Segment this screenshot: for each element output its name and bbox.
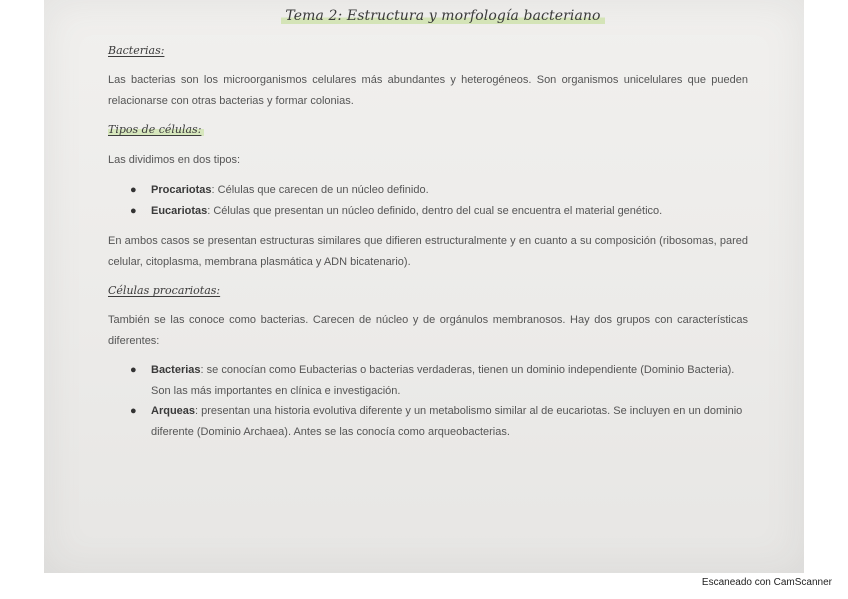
heading-bacterias: Bacterias: [108, 44, 165, 57]
list-item: ● Arqueas: presentan una historia evolutiva diferente y un metabolismo similar al de eucariotas. Se incluyen en un dominio diferente (Dominio Archaea). Antes se las conocía como arqueobacterias. [130, 401, 750, 442]
list-item: ● Bacterias: se conocían como Eubacterias o bacterias verdaderas, tienen un dominio independiente (Dominio Bacteria). Son las más importantes en clínica e investigación. [130, 360, 750, 401]
heading-celulas-procariotas: Células procariotas: [108, 284, 221, 297]
paragraph-bacterias: Las bacterias son los microorganismos celulares más abundantes y heterogéneos. Son organismos unicelulares que pueden relacionarse con otras bacterias y formar colonias. [108, 74, 748, 107]
paragraph-tipos-comparacion: En ambos casos se presentan estructuras similares que difieren estructuralmente y en cuanto a su composición (ribosomas, pared celular, citoplasma, membrana plasmática y ADN bicatenario). [108, 235, 748, 268]
bullet-icon: ● [130, 184, 137, 196]
paragraph-procariotas: También se las conoce como bacterias. Carecen de núcleo y de orgánulos membranosos. Hay dos grupos con características diferentes: [108, 314, 748, 347]
scanner-watermark: Escaneado con CamScanner [701, 577, 832, 588]
list-item: ● Eucariotas: Células que presentan un núcleo definido, dentro del cual se encuentra el material genético. [130, 201, 750, 222]
paragraph-tipos-intro: Las dividimos en dos tipos: [108, 154, 241, 166]
list-item: ● Procariotas: Células que carecen de un núcleo definido. [130, 180, 750, 201]
bullet-icon: ● [130, 204, 137, 217]
page-title: Tema 2: Estructura y morfología bacteriano [0, 8, 848, 24]
heading-tipos-celulas: Tipos de células: [108, 123, 204, 136]
bullet-icon: ● [130, 405, 137, 417]
list-tipos [130, 180, 750, 221]
bullet-icon: ● [130, 364, 137, 376]
list-procariotas [130, 360, 750, 442]
